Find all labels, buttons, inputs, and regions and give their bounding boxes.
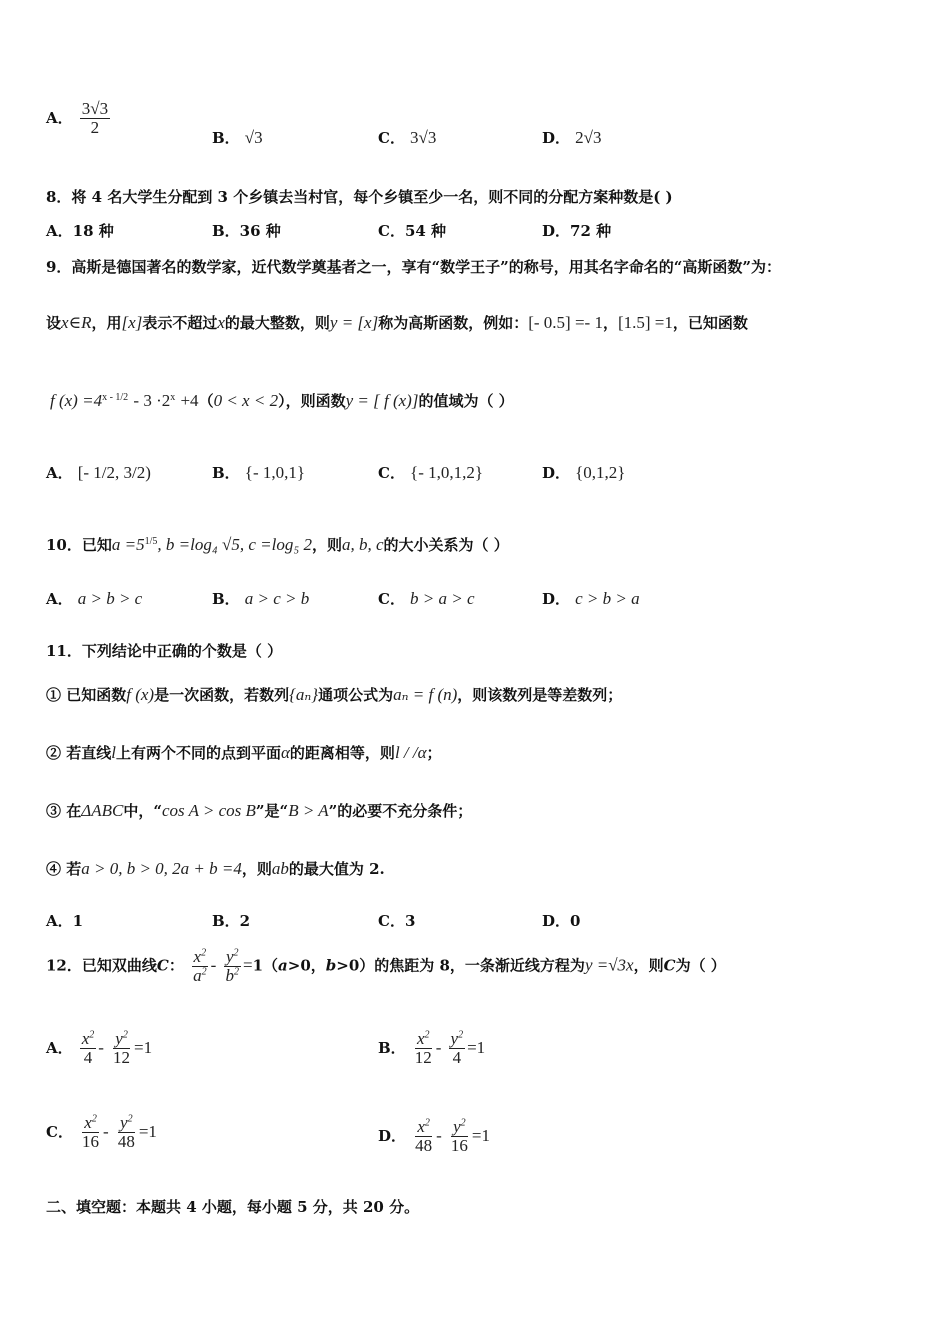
option-math: c > b > a bbox=[575, 589, 640, 608]
q8-option-d[interactable]: D．72 种 bbox=[542, 222, 612, 240]
denominator: 2 bbox=[90, 117, 100, 137]
math: , b =log₄ √5, c =log₅ 2 bbox=[157, 535, 312, 554]
option-label: D． bbox=[542, 464, 571, 482]
option-label: B． bbox=[378, 1038, 406, 1057]
denominator: 48 bbox=[415, 1135, 433, 1155]
q9-option-c[interactable] bbox=[378, 462, 483, 483]
math: f (x) =4 bbox=[50, 391, 103, 410]
option-math: √3 bbox=[244, 128, 263, 147]
text: ，则 bbox=[311, 536, 342, 554]
option-label: C． bbox=[46, 1122, 73, 1141]
option-math: [- 1/2, 3/2) bbox=[77, 463, 151, 482]
text: ； bbox=[426, 744, 442, 762]
option-math: {- 1,0,1} bbox=[244, 463, 306, 482]
option-math: 3√3 bbox=[410, 128, 437, 147]
option-label: A． bbox=[46, 1038, 73, 1057]
q11-statement-2 bbox=[46, 742, 442, 763]
q10-option-d[interactable] bbox=[542, 588, 640, 609]
math: [1.5] =1 bbox=[617, 313, 673, 332]
text: ③ 在 bbox=[46, 802, 82, 820]
text: ”的必要不充分条件； bbox=[328, 802, 473, 820]
q7-option-d[interactable] bbox=[542, 127, 601, 148]
denominator: 48 bbox=[117, 1131, 135, 1151]
math: 0 < x < 2 bbox=[213, 391, 279, 410]
q9-stem: 9．高斯是德国著名的数学家，近代数学奠基者之一，享有“数学王子”的称号，用其名字命名的“高斯函数”为： bbox=[46, 258, 781, 276]
text: 是一次函数，若数列 bbox=[154, 686, 290, 704]
math: a =5 bbox=[111, 535, 145, 554]
math: {aₙ} bbox=[289, 685, 319, 704]
option-label: D． bbox=[542, 129, 571, 147]
q9-option-a[interactable] bbox=[46, 462, 151, 483]
option-label: D． bbox=[542, 590, 571, 608]
math: l / /α bbox=[394, 743, 427, 762]
math: y = [ f (x)] bbox=[345, 391, 419, 410]
q9-option-b[interactable] bbox=[212, 462, 305, 483]
text: ”是“ bbox=[255, 802, 289, 820]
fraction bbox=[80, 100, 110, 137]
q12-option-a[interactable]: A． $\frac{x^2}{4}$ - $\frac{y^2}{12}$ =1 bbox=[46, 1029, 153, 1067]
text: ，用 bbox=[91, 314, 122, 332]
q11-statement-4 bbox=[46, 858, 385, 879]
text: （ bbox=[198, 392, 214, 410]
text: ），则函数 bbox=[278, 392, 346, 410]
q10-option-b[interactable] bbox=[212, 588, 309, 609]
math: a, b, c bbox=[342, 535, 384, 554]
option-math: {- 1,0,1,2} bbox=[410, 463, 484, 482]
text: ④ 若 bbox=[46, 860, 82, 878]
text: ① 已知函数 bbox=[46, 686, 127, 704]
text: 的最大值为 2. bbox=[288, 860, 385, 878]
math: +4 bbox=[180, 391, 199, 410]
fraction-x: $\frac{x^2}{a^2}$ bbox=[193, 947, 207, 985]
var-a: a bbox=[278, 956, 288, 975]
option-label: A． bbox=[46, 590, 73, 608]
q11-option-d[interactable]: D．0 bbox=[542, 912, 581, 930]
option-math: {0,1,2} bbox=[575, 463, 626, 482]
q12-option-d[interactable]: D． $\frac{x^2}{48}$ - $\frac{y^2}{16}$ =1 bbox=[378, 1117, 490, 1155]
exponent: x - 1/2 bbox=[102, 392, 129, 403]
q7-option-c[interactable] bbox=[378, 127, 436, 148]
math: [- 0.5] =- 1 bbox=[528, 313, 603, 332]
math: ab bbox=[271, 859, 289, 878]
text: ，已知函数 bbox=[672, 314, 748, 332]
q8-option-a[interactable]: A．18 种 bbox=[46, 222, 114, 240]
math: - 3 ·2 bbox=[133, 391, 171, 410]
curve-name: C bbox=[156, 956, 169, 975]
text: 的距离相等，则 bbox=[289, 744, 395, 762]
text: 中，“ bbox=[123, 802, 162, 820]
math: [x] bbox=[121, 313, 143, 332]
math: α bbox=[280, 743, 290, 762]
curve-name: C bbox=[663, 956, 676, 975]
q7-option-b[interactable] bbox=[212, 127, 263, 148]
math: ΔABC bbox=[81, 801, 124, 820]
option-label: C． bbox=[378, 464, 405, 482]
math: x∈R bbox=[61, 313, 92, 332]
q9-line2 bbox=[46, 312, 748, 333]
option-label: C． bbox=[378, 590, 405, 608]
text: 1（ bbox=[252, 956, 279, 975]
q7-option-a[interactable] bbox=[46, 100, 112, 137]
q8-stem: 8．将 4 名大学生分配到 3 个乡镇去当村官，每个乡镇至少一名，则不同的分配方案种数是( ) bbox=[46, 188, 673, 206]
text: 设 bbox=[46, 314, 62, 332]
math: B > A bbox=[288, 801, 329, 820]
math: y =√3x bbox=[584, 955, 634, 975]
option-label: B． bbox=[212, 590, 240, 608]
text: ，则 bbox=[633, 956, 664, 975]
denominator: 12 bbox=[113, 1047, 131, 1067]
fraction-y: $\frac{y^2}{b^2}$ bbox=[225, 947, 239, 985]
text: 上有两个不同的点到平面 bbox=[115, 744, 281, 762]
text: 称为高斯函数，例如： bbox=[378, 314, 529, 332]
text: 10．已知 bbox=[46, 536, 112, 554]
text: 表示不超过 bbox=[142, 314, 218, 332]
q8-option-b[interactable]: B．36 种 bbox=[212, 222, 281, 240]
math: y = [x] bbox=[329, 313, 379, 332]
q11-option-c[interactable]: C．3 bbox=[378, 912, 416, 930]
q11-option-a[interactable]: A．1 bbox=[46, 912, 84, 930]
option-label: A． bbox=[46, 464, 73, 482]
q9-line3 bbox=[50, 390, 514, 411]
math: aₙ = f (n) bbox=[393, 685, 458, 704]
option-label: B． bbox=[212, 129, 240, 147]
exponent: 1/5 bbox=[144, 536, 158, 547]
option-label: C． bbox=[378, 129, 405, 147]
text: >0）的焦距为 8，一条渐近线方程为 bbox=[336, 956, 585, 975]
q11-stem: 11．下列结论中正确的个数是（ ） bbox=[46, 642, 283, 660]
option-math: a > c > b bbox=[244, 589, 310, 608]
option-math: b > a > c bbox=[410, 589, 475, 608]
option-label: D． bbox=[378, 1126, 407, 1145]
text: 通项公式为 bbox=[318, 686, 394, 704]
math: x bbox=[217, 313, 225, 332]
math: a > 0, b > 0, 2a + b =4 bbox=[81, 859, 242, 878]
q8-option-c[interactable]: C．54 种 bbox=[378, 222, 447, 240]
numerator: 3√3 bbox=[81, 99, 109, 118]
text: ，则该数列是等差数列； bbox=[457, 686, 623, 704]
math: l bbox=[111, 743, 116, 762]
denominator: 4 bbox=[452, 1047, 462, 1067]
denominator: 16 bbox=[450, 1135, 468, 1155]
text: 的最大整数，则 bbox=[224, 314, 330, 332]
math: cos A > cos B bbox=[161, 801, 256, 820]
option-math: 2√3 bbox=[575, 128, 602, 147]
section-heading: 二、填空题：本题共 4 小题，每小题 5 分，共 20 分。 bbox=[46, 1198, 420, 1216]
text: ，则 bbox=[241, 860, 272, 878]
text: ② 若直线 bbox=[46, 744, 112, 762]
text: 的大小关系为（ ） bbox=[383, 536, 509, 554]
denominator: 16 bbox=[82, 1131, 100, 1151]
denominator: 4 bbox=[83, 1047, 93, 1067]
text: 的值域为（ ） bbox=[418, 392, 514, 410]
text: ， bbox=[602, 314, 618, 332]
q10-option-a[interactable] bbox=[46, 588, 142, 609]
q9-option-d[interactable] bbox=[542, 462, 625, 483]
option-math: a > b > c bbox=[77, 589, 143, 608]
q12-option-c[interactable]: C． $\frac{x^2}{16}$ - $\frac{y^2}{48}$ =1 bbox=[46, 1113, 157, 1151]
exponent: x bbox=[170, 392, 176, 403]
q12-option-b[interactable]: B． $\frac{x^2}{12}$ - $\frac{y^2}{4}$ =1 bbox=[378, 1029, 486, 1067]
var-b: b bbox=[325, 956, 337, 975]
option-label: B． bbox=[212, 464, 240, 482]
option-label: A． bbox=[46, 108, 73, 127]
q10-option-c[interactable] bbox=[378, 588, 475, 609]
text: >0， bbox=[287, 956, 326, 975]
q12-stem: 12．已知双曲线C： $\frac{x^2}{a^2}$ - $\frac{y^2}{b^2}$ =1（a>0，b>0）的焦距为 8，一条渐近线方程为y =√3x，则C为（ ） bbox=[46, 947, 726, 985]
text: ： bbox=[168, 956, 184, 975]
q10-stem bbox=[46, 534, 509, 555]
text: 12．已知双曲线 bbox=[46, 956, 157, 975]
denominator: 12 bbox=[414, 1047, 432, 1067]
q11-statement-3 bbox=[46, 800, 472, 821]
text: 为（ ） bbox=[675, 956, 726, 975]
q11-statement-1 bbox=[46, 684, 622, 705]
q11-option-b[interactable]: B．2 bbox=[212, 912, 251, 930]
math: f (x) bbox=[126, 685, 155, 704]
